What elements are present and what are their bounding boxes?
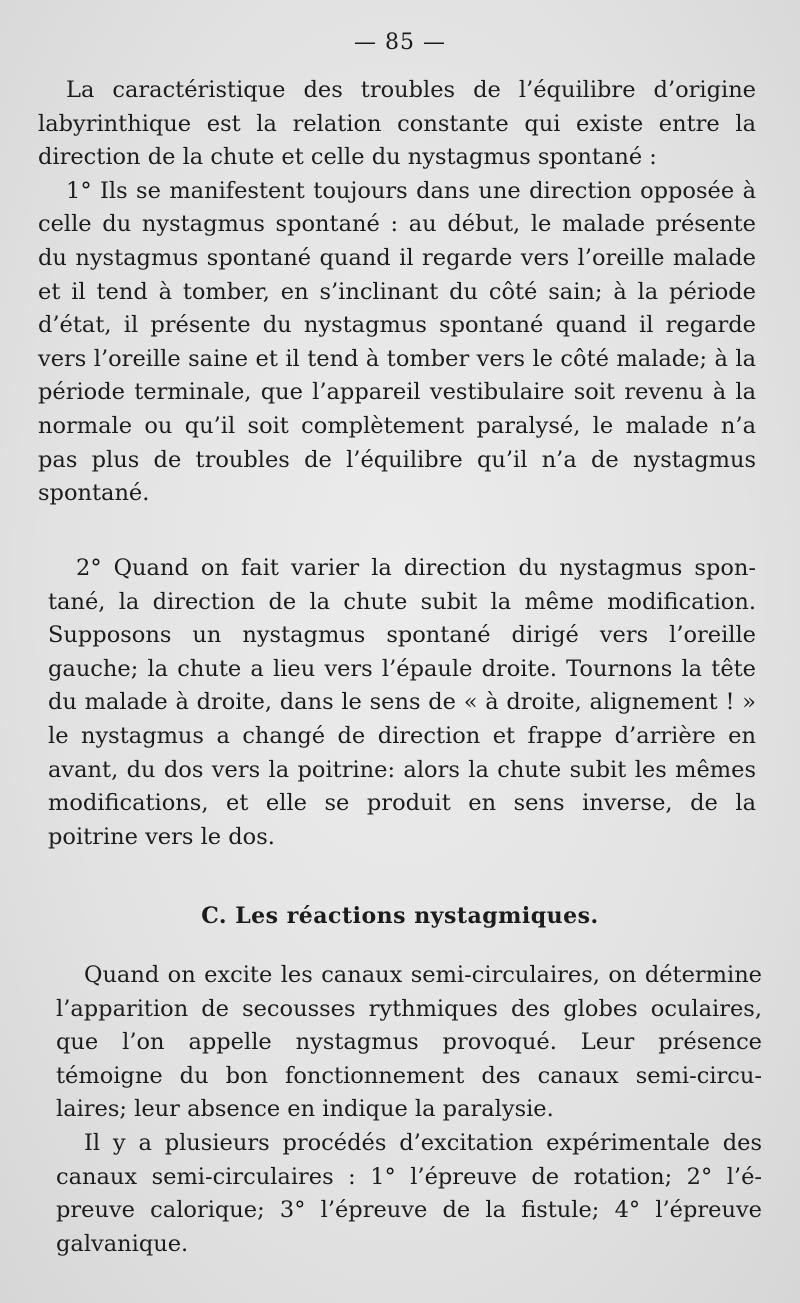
- section-heading: C. Les réactions nystagmiques.: [201, 903, 599, 929]
- text-section-direction: [48, 552, 756, 854]
- text-section-reactions: [56, 959, 762, 1261]
- page-number: — 85 —: [354, 30, 446, 55]
- paragraph-point-1: 1° Ils se manifestent toujours dans une direction opposée à celle du nystagmus spontané : au début, le malade présente du nystagmus spontané quand il regarde vers l’oreille malade et il tend à tomber, en s’inclinant du côté sain; à la période d’état, il présente du nystagmus spontané quand il regarde vers l’oreille saine et il tend à tomber vers le côté malade; à la période terminale, que l’appareil vestibulaire soit revenu à la normale ou qu’il soit complètement paralysé, le malade n’a pas plus de troubles de l’équilibre qu’il n’a de nystagmus spontané.: [38, 177, 756, 507]
- paragraph-intro: La caractéristique des troubles de l’équilibre d’origine labyrinthique est la relation constante qui existe entre la direction de la chute et celle du nystagmus spontané :: [38, 77, 756, 171]
- paragraph-reactions-intro: Quand on excite les canaux semi-circulaires, on détermine l’apparition de secousses rythmiques des globes oculaires, que l’on appelle nystagmus provoqué. Leur présence témoigne du bon fonctionnement des canaux semi-circulaires; leur absence en indique la paralysie.: [56, 962, 762, 1123]
- paragraph-procedes: Il y a plusieurs procédés d’excitation expérimentale des canaux semi-circulaires : 1° l’épreuve de rotation; 2° l’épreuve calorique; 3° l’épreuve de la fistule; 4° l’épreuve galvanique.: [56, 1129, 762, 1257]
- paragraph-point-2: 2° Quand on fait varier la direction du nystagmus spontané, la direction de la chute subit la même modification. Supposons un nystagmus spontané dirigé vers l’oreille gauche; la chute a lieu vers l’épaule droite. Tournons la tête du malade à droite, dans le sens de « à droite, alignement ! » le nystagmus a changé de direction et frappe d’arrière en avant, du dos vers la poitrine: alors la chute subit les mêmes modifications, et elle se produit en sens inverse, de la poitrine vers le dos.: [48, 555, 756, 850]
- text-section-equilibre: [38, 74, 756, 511]
